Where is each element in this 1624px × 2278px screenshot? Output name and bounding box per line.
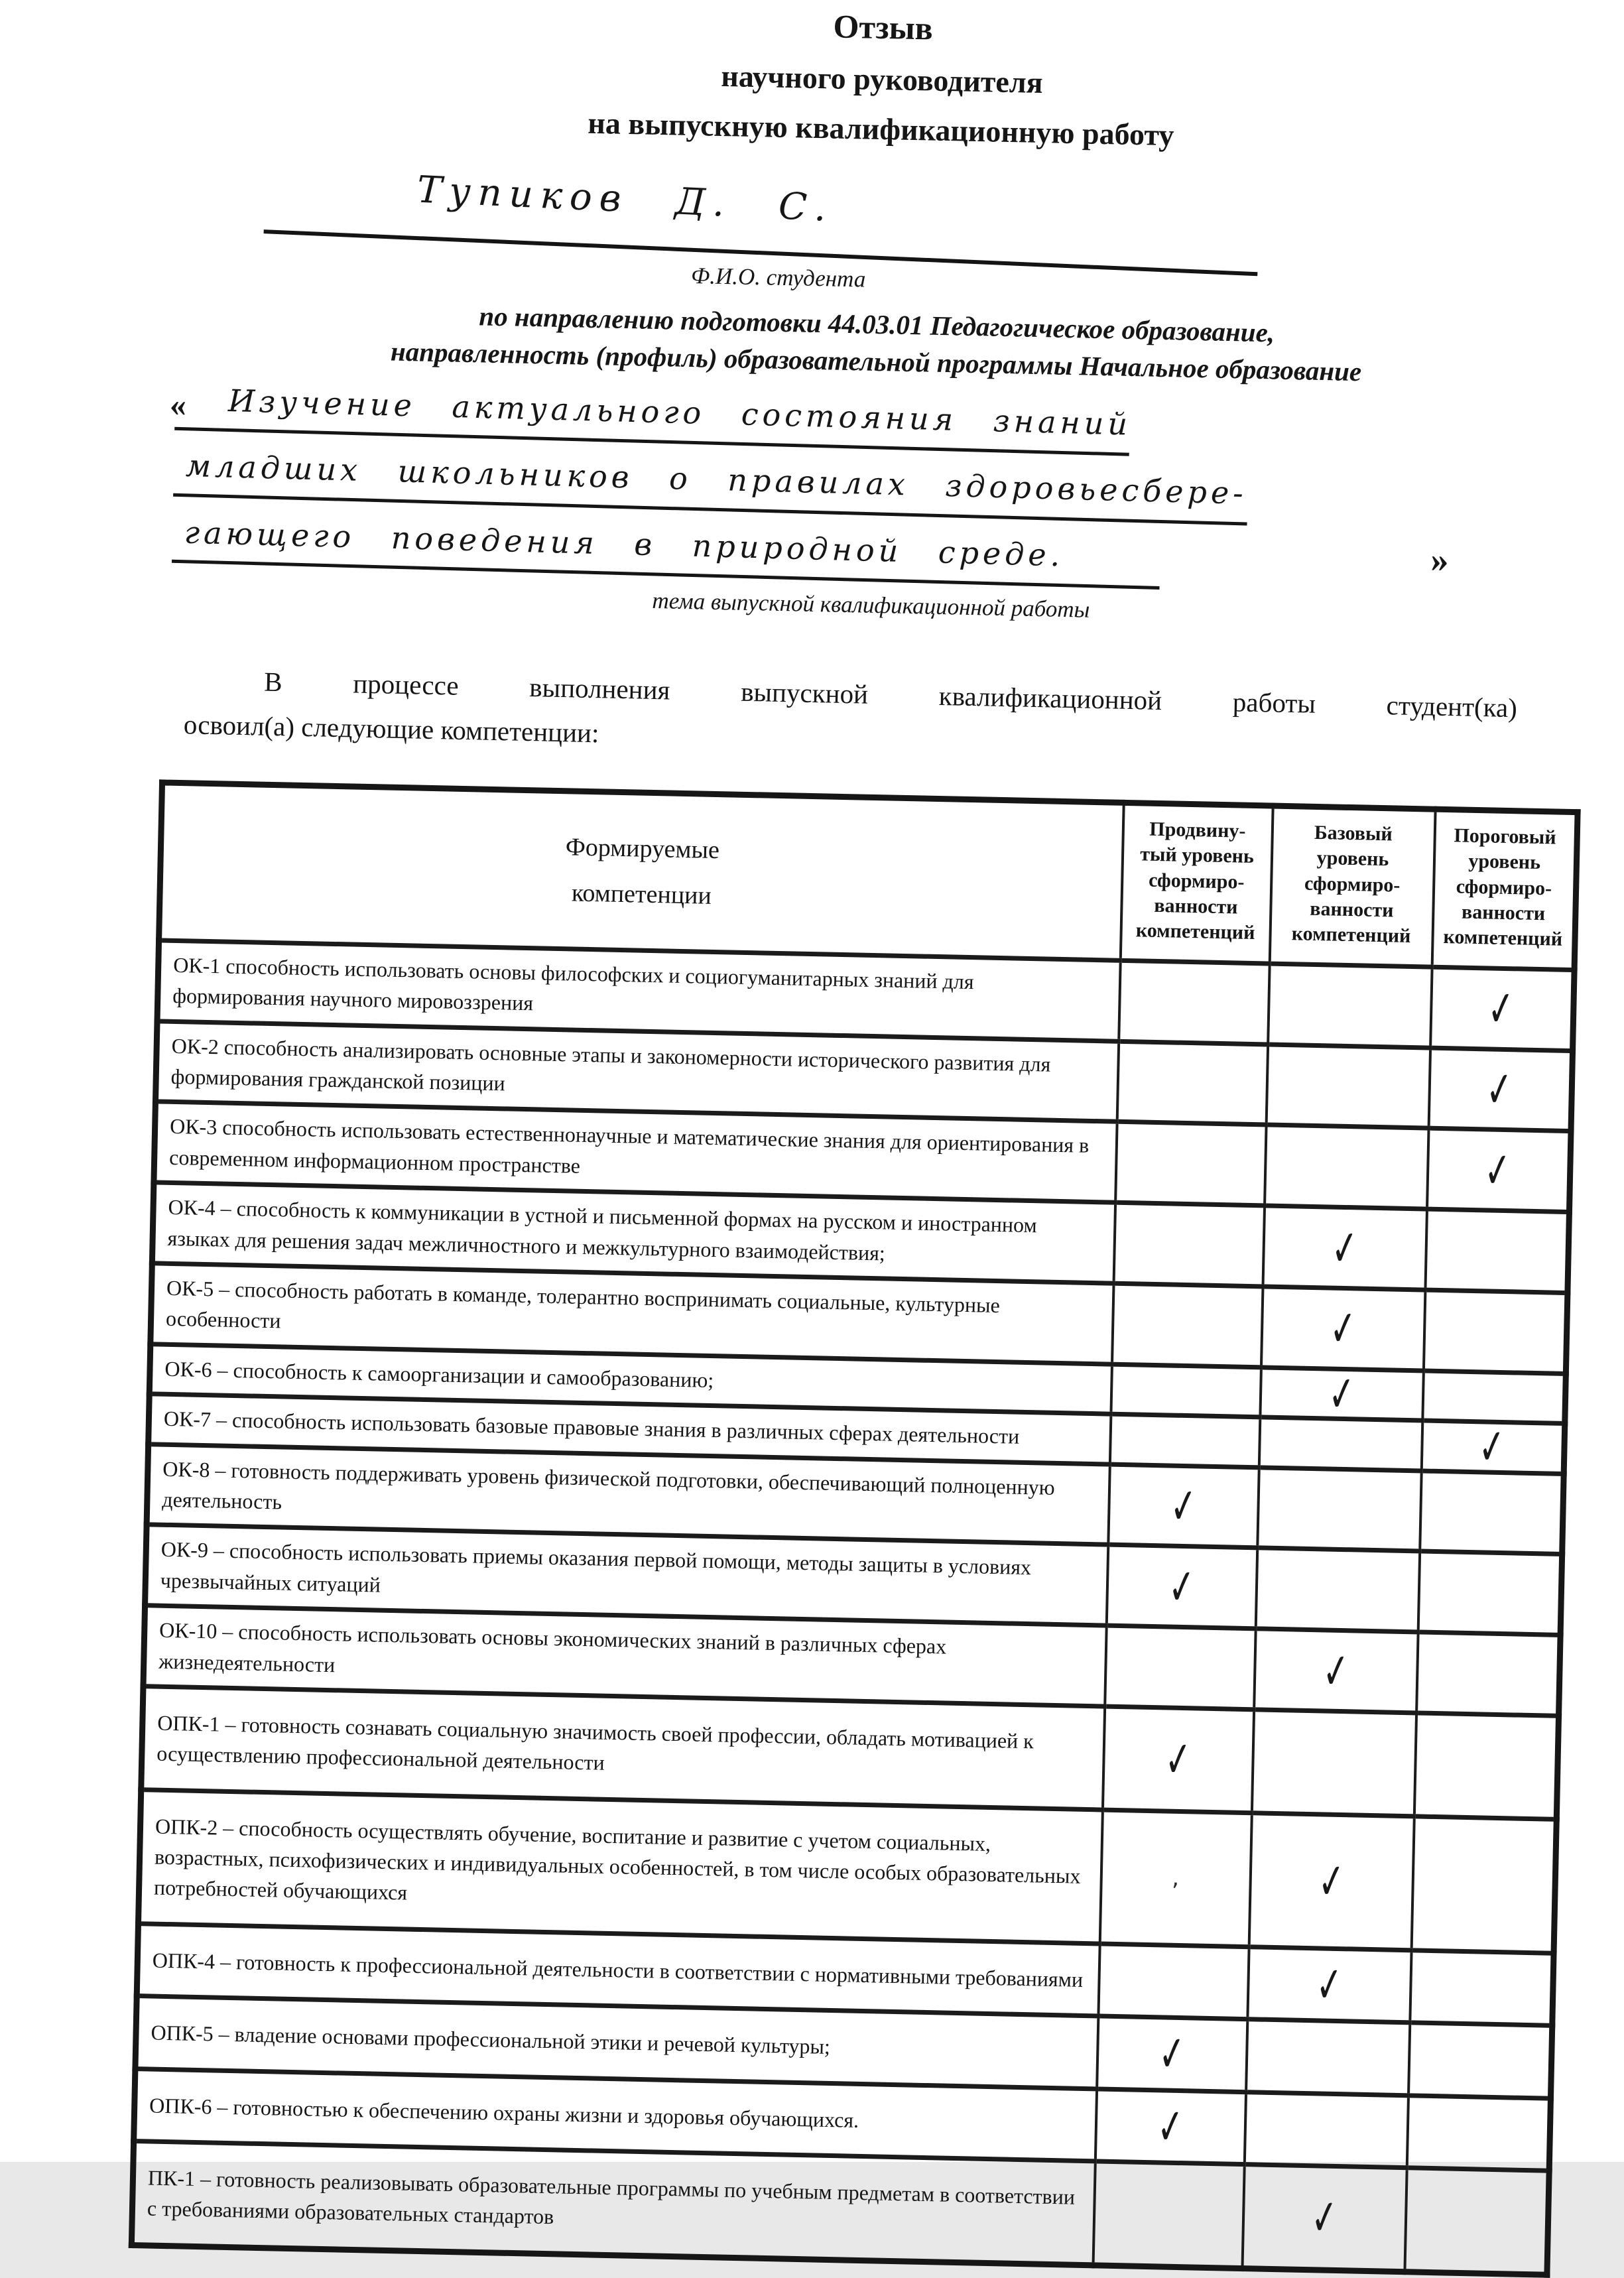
level-cell-basic: [1265, 1125, 1428, 1209]
stray-mark: ,: [1171, 1865, 1180, 1892]
theme-line-1: [169, 382, 1584, 449]
competency-label: ОК-8 – готовность поддерживать уровень физической подготовки, обеспечивающий полноценную деятельность: [147, 1444, 1109, 1545]
competency-label: ОК-7 – способность использовать базовые правовые знания в различных сферах деятельности: [149, 1394, 1111, 1464]
level-cell-advanced: [1117, 1041, 1268, 1125]
level-cell-advanced: [1111, 1364, 1261, 1417]
competency-label: ОК-1 способность использовать основы философских и социогуманитарных знаний для формирования научного мировоззрения: [157, 940, 1120, 1041]
level-cell-basic: [1246, 2019, 1410, 2095]
checkmark-icon: ✓: [1155, 2096, 1186, 2157]
level-cell-advanced: [1099, 1810, 1251, 1947]
level-cell-threshold: [1411, 1816, 1556, 1954]
level-cell-advanced: [1115, 1122, 1267, 1206]
header-level-advanced: Продвину-тый уровень сформиро-ванности компетенций: [1120, 802, 1273, 964]
level-cell-advanced: [1119, 960, 1270, 1044]
header-level-basic: Базовый уровень сформиро-ванности компетенций: [1269, 806, 1435, 967]
level-cell-basic: [1244, 2092, 1408, 2167]
level-cell-threshold: [1420, 1471, 1564, 1554]
checkmark-icon: ✓: [1477, 1417, 1508, 1478]
intro-line-2: освоил(а) следующие компетенции:: [183, 709, 599, 749]
competency-label: ОК-2 способность анализировать основные этапы и закономерности исторического развития для формирования гражданской позиции: [155, 1021, 1118, 1122]
competency-label: ОК-6 – способность к самоорганизации и самообразованию;: [149, 1344, 1111, 1415]
checkmark-icon: ✓: [1162, 1730, 1194, 1790]
level-cell-basic: [1249, 1812, 1414, 1950]
level-cell-advanced: [1109, 1414, 1260, 1467]
level-cell-basic: [1247, 1947, 1411, 2023]
competency-label: ОК-4 – способность к коммуникации в устной и письменной формах на русском и иностранном языках для решения задач межличностного и межкультурного взаимодействия;: [152, 1182, 1115, 1283]
level-cell-threshold: [1421, 1417, 1565, 1478]
checkmark-icon: ✓: [1314, 1954, 1345, 2015]
competency-label: ОПК-5 – владение основами профессиональной этики и речевой культуры;: [135, 1996, 1098, 2089]
competency-label: ОК-9 – способность использовать приемы оказания первой помощи, методы защиты в условиях чрезвычайных ситуаций: [145, 1525, 1108, 1625]
competency-label: ОПК-6 – готовностью к обеспечению охраны жизни и здоровья обучающихся.: [134, 2068, 1097, 2161]
competency-label: ПК-1 – готовность реализовывать образовательные программы по учебным предметам в соответствии с требованиями образовательных стандартов: [131, 2141, 1095, 2265]
checkmark-icon: ✓: [1326, 1363, 1357, 1424]
competency-label: ОК-10 – способность использовать основы экономических знаний в различных сферах жизнедеятельности: [143, 1606, 1106, 1706]
level-cell-advanced: [1106, 1545, 1257, 1628]
table-header-row: [159, 783, 1578, 970]
competency-label: ОПК-1 – готовность сознавать социальную значимость своей профессии, обладать мотивацией к осуществлению профессиональной деятельности: [141, 1686, 1105, 1810]
level-cell-basic: [1255, 1548, 1419, 1632]
competency-label: ОПК-4 – готовность к профессиональной деятельности в соответствии с нормативными требованиями: [137, 1923, 1099, 2016]
checkmark-icon: ✓: [1320, 1641, 1351, 1701]
level-cell-advanced: [1098, 1944, 1249, 2019]
checkmark-icon: ✓: [1329, 1218, 1360, 1278]
level-cell-threshold: [1414, 1713, 1558, 1819]
level-cell-advanced: [1108, 1464, 1259, 1548]
document-title: [173, 0, 1592, 161]
open-quote-mark: «: [169, 385, 191, 424]
competency-table: [129, 779, 1581, 2277]
level-cell-basic: [1259, 1417, 1422, 1471]
theme-block: [163, 383, 1583, 633]
level-cell-advanced: [1113, 1202, 1265, 1286]
level-cell-advanced: [1095, 2089, 1245, 2165]
level-cell-threshold: [1416, 1632, 1561, 1716]
title-line-1: Отзыв: [832, 7, 934, 47]
checkmark-icon: ✓: [1486, 978, 1517, 1039]
title-line-3: на выпускную квалификационную работу: [587, 105, 1174, 152]
header-level-threshold: Пороговый уровень сформиро-ванности компетенций: [1432, 809, 1578, 970]
header-competencies-line2: компетенции: [571, 879, 712, 910]
level-cell-threshold: [1428, 1048, 1573, 1131]
program-line-2: направленность (профиль) образовательной программы Начальное образование: [390, 336, 1362, 387]
level-cell-threshold: [1410, 1950, 1554, 2026]
level-cell-threshold: [1430, 967, 1575, 1050]
level-cell-advanced: [1102, 1706, 1253, 1812]
header-competencies: [159, 783, 1124, 960]
level-cell-advanced: [1093, 2161, 1244, 2268]
level-cell-basic: [1257, 1467, 1421, 1551]
checkmark-icon: ✓: [1483, 1140, 1513, 1200]
intro-line-1: В процессе выполнения выпускной квалификационной работы студент(ка): [263, 666, 1518, 724]
level-cell-basic: [1254, 1629, 1418, 1713]
level-cell-basic: [1242, 2165, 1406, 2272]
theme-text-3: гающего поведения в природной среде.: [184, 514, 1064, 574]
checkmark-icon: ✓: [1166, 1556, 1197, 1617]
level-cell-threshold: [1418, 1551, 1562, 1635]
checkmark-icon: ✓: [1168, 1476, 1199, 1537]
program-line-1: по направлению подготовки 44.03.01 Педагогическое образование,: [478, 300, 1275, 348]
theme-caption: тема выпускной квалификационной работы: [652, 587, 1090, 623]
level-cell-threshold: [1408, 2023, 1552, 2098]
theme-text-2: младших школьников о правилах здоровьесбере-: [185, 447, 1248, 511]
level-cell-basic: [1251, 1710, 1416, 1816]
theme-line-2: [185, 447, 1582, 515]
student-name-caption: Ф.И.О. студента: [690, 263, 866, 292]
checkmark-icon: ✓: [1484, 1059, 1515, 1120]
level-cell-basic: [1260, 1363, 1424, 1424]
level-cell-basic: [1261, 1287, 1424, 1371]
competency-label: ОПК-2 – способность осуществлять обучение, воспитание и развитие с учетом социальных, возрастных, психофизических и индивидуальных особенностей, в том числе особых образовательных потребностей обучающихся: [139, 1789, 1103, 1943]
level-cell-advanced: [1097, 2016, 1247, 2092]
checkmark-icon: ✓: [1316, 1851, 1347, 1912]
theme-line-3: [184, 514, 1580, 582]
theme-text-1: Изучение актуального состояния знаний: [227, 382, 1132, 442]
document-content: [129, 0, 1592, 2277]
student-name-block: [170, 151, 1588, 320]
checkmark-icon: ✓: [1328, 1298, 1358, 1359]
level-cell-basic: [1268, 964, 1432, 1048]
level-cell-basic: [1263, 1206, 1426, 1290]
checkmark-icon: ✓: [1156, 2024, 1188, 2084]
student-name-handwritten: Тупиков Д. С.: [416, 168, 835, 231]
level-cell-threshold: [1422, 1371, 1566, 1424]
level-cell-threshold: [1423, 1290, 1568, 1373]
checkmark-icon: ✓: [1309, 2187, 1340, 2248]
title-line-2: научного руководителя: [720, 58, 1044, 100]
competency-label: ОК-3 способность использовать естественнонаучные и математические знания для ориентирования в современном информационном пространстве: [154, 1102, 1117, 1202]
level-cell-basic: [1266, 1044, 1430, 1129]
level-cell-threshold: [1406, 2095, 1550, 2171]
intro-paragraph: [183, 660, 1517, 773]
level-cell-advanced: [1105, 1625, 1256, 1709]
close-quote-mark: »: [1430, 539, 1454, 580]
level-cell-advanced: [1111, 1283, 1263, 1367]
level-cell-threshold: [1426, 1129, 1571, 1212]
level-cell-threshold: [1425, 1209, 1570, 1293]
competency-label: ОК-5 – способность работать в команде, толерантно воспринимать социальные, культурные особенности: [151, 1263, 1113, 1364]
header-competencies-line1: Формируемые: [565, 833, 720, 865]
level-cell-threshold: [1405, 2168, 1549, 2275]
